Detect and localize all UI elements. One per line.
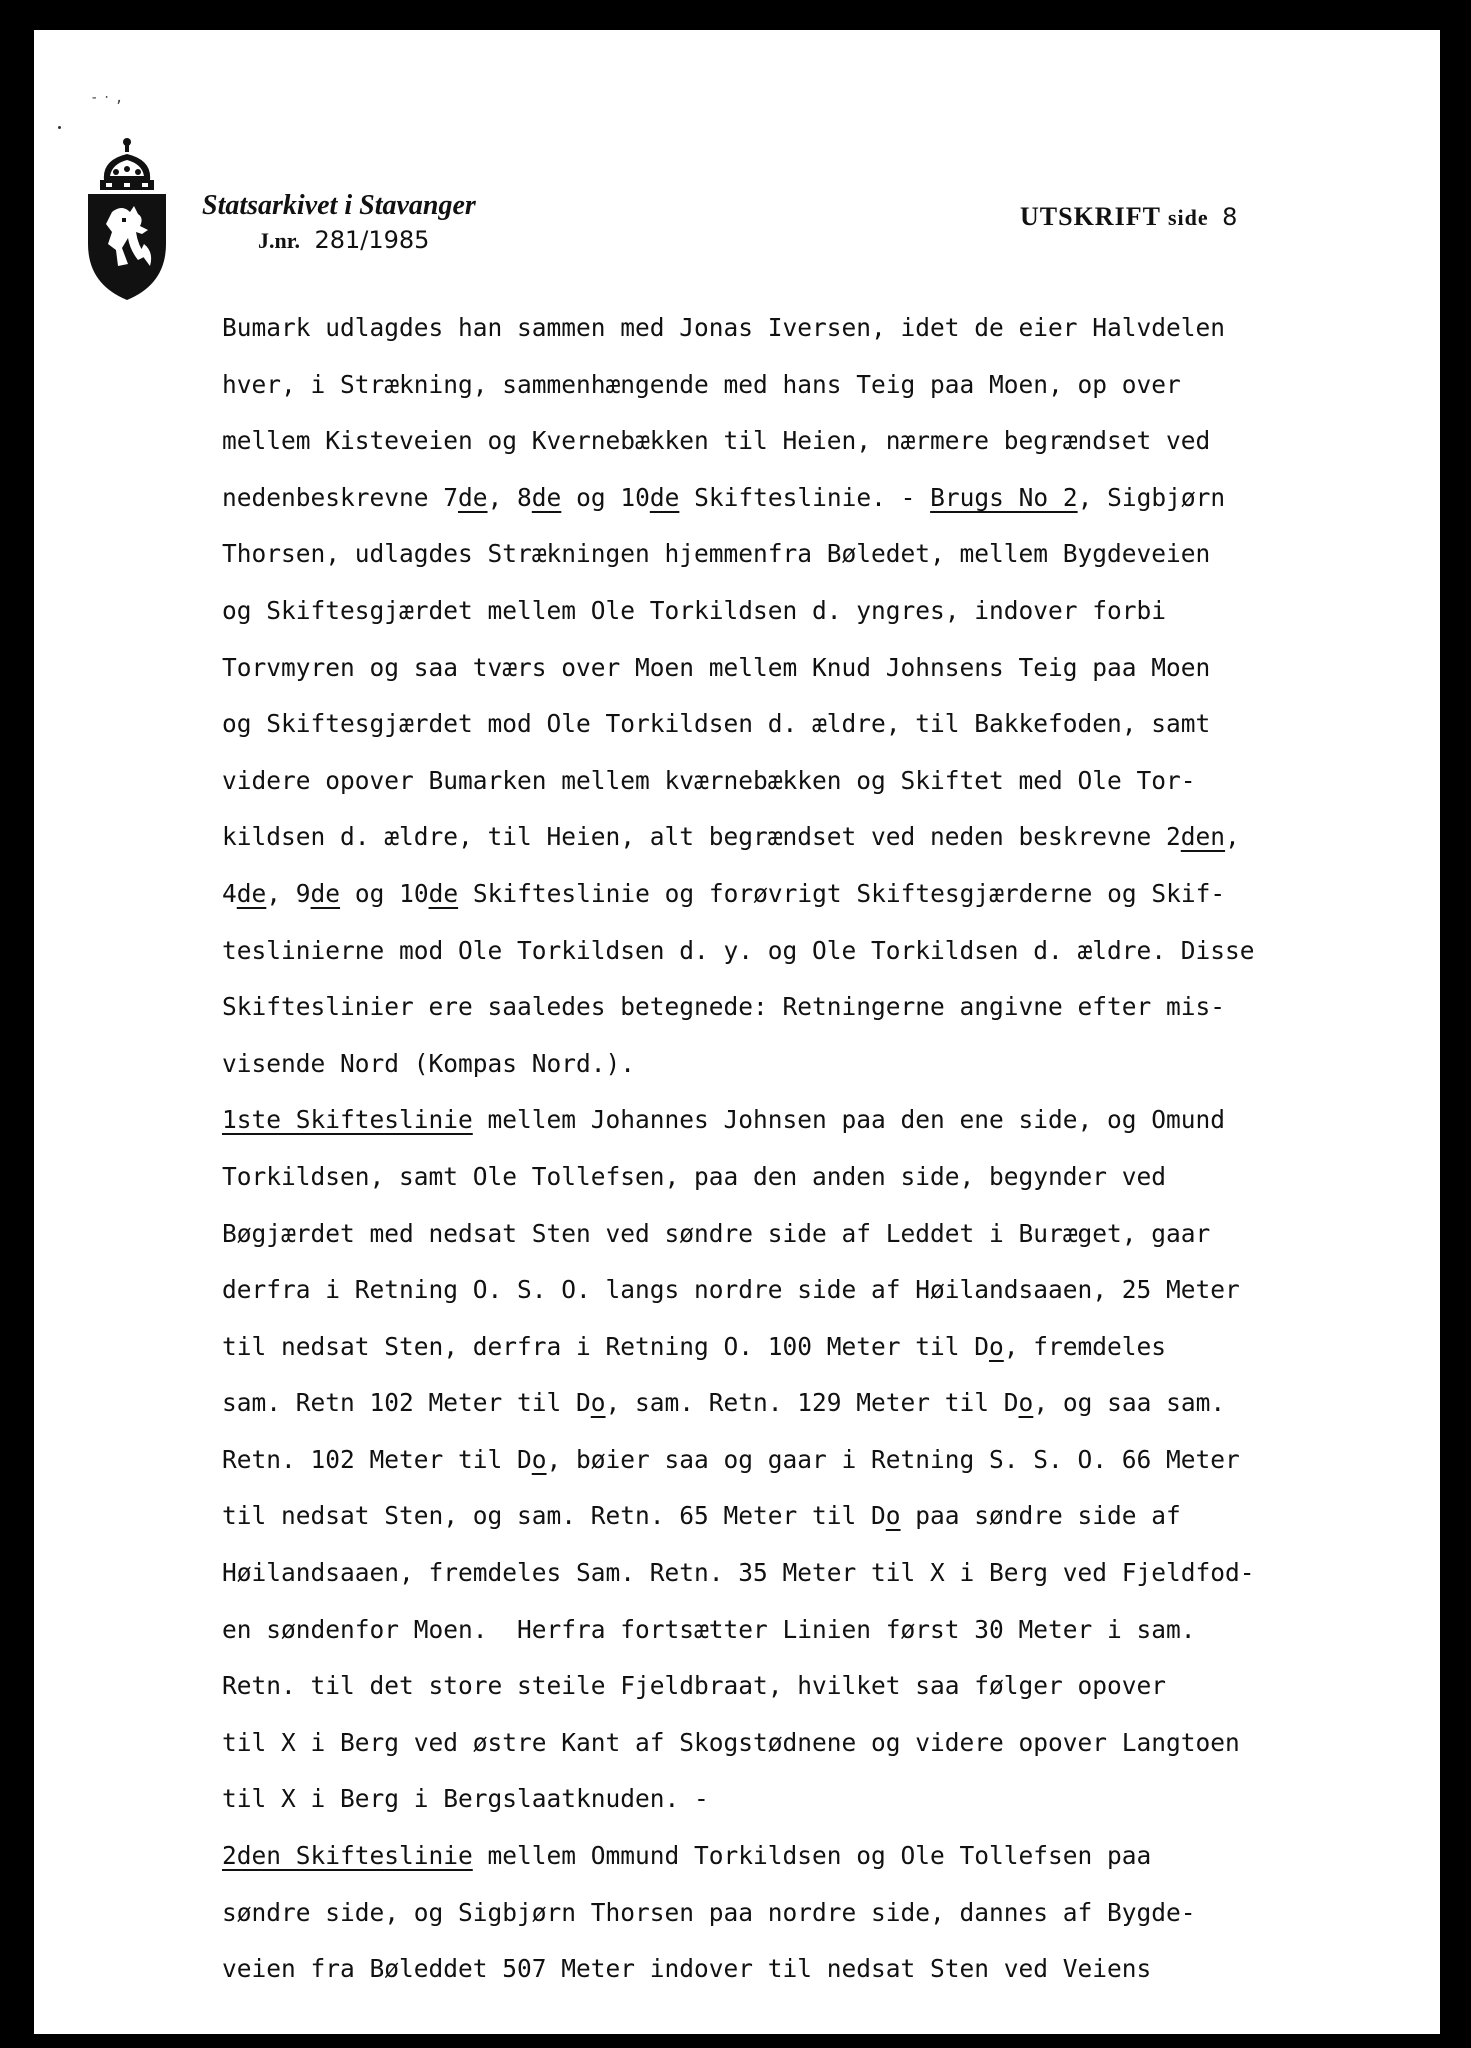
text-segment: videre opover Bumarken mellem kværnebækken og Skiftet med Ole Tor- (222, 765, 1196, 795)
text-line (222, 640, 1422, 697)
scan-dot (58, 126, 61, 129)
text-segment: mellem Johannes Johnsen paa den ene side, og Omund (472, 1105, 1226, 1135)
underlined-text: de (649, 482, 680, 512)
text-segment: , (1225, 822, 1240, 852)
text-line (222, 1262, 1422, 1319)
underlined-text: de (458, 482, 488, 512)
text-segment: Skifteslinie og forøvrigt Skiftesgjærderne og Skif- (458, 878, 1226, 908)
text-segment: hver, i Strækning, sammenhængende med hans Teig paa Moen, op over (222, 369, 1181, 399)
side-label: side (1167, 205, 1209, 230)
text-segment: derfra i Retning O. S. O. langs nordre side af Høilandsaaen, 25 Meter (222, 1275, 1240, 1305)
text-line (222, 1941, 1422, 1998)
underlined-text: Brugs No 2 (930, 482, 1078, 512)
text-line (222, 1771, 1422, 1828)
text-line (222, 1149, 1422, 1206)
text-line (222, 1036, 1422, 1093)
text-segment: Thorsen, udlagdes Strækningen hjemmenfra Bøledet, mellem Bygdeveien (222, 539, 1211, 569)
underlined-text: o (590, 1388, 606, 1418)
text-line (222, 1828, 1422, 1885)
text-segment: , fremdeles (1003, 1331, 1167, 1361)
text-segment: teslinierne mod Ole Torkildsen d. y. og Ole Torkildsen d. ældre. Disse (222, 935, 1255, 965)
document-page (34, 30, 1440, 2034)
text-line (222, 696, 1422, 753)
text-segment: paa søndre side af (900, 1501, 1181, 1531)
text-segment: en søndenfor Moen. Herfra fortsætter Linien først 30 Meter i sam. (222, 1614, 1196, 1644)
text-line (222, 526, 1422, 583)
underlined-text: den (1180, 822, 1226, 852)
text-line (222, 923, 1422, 980)
text-line (222, 413, 1422, 470)
text-segment: , 8 (487, 482, 532, 512)
underlined-text: de (236, 878, 267, 908)
text-segment: til nedsat Sten, derfra i Retning O. 100 Meter til D (222, 1331, 990, 1361)
text-segment: og Skiftesgjærdet mod Ole Torkildsen d. ældre, til Bakkefoden, samt (222, 709, 1211, 739)
jnr-value: 281/1985 (314, 226, 430, 254)
underlined-text: de (428, 878, 459, 908)
text-line (222, 1545, 1422, 1602)
scan-specks: -‧, (90, 90, 130, 106)
text-line (222, 1488, 1422, 1545)
text-line (222, 1092, 1422, 1149)
underlined-text: o (1018, 1388, 1034, 1418)
text-line (222, 1319, 1422, 1376)
text-segment: Bumark udlagdes han sammen med Jonas Iversen, idet de eier Halvdelen (222, 313, 1226, 342)
archive-name: Statsarkivet i Stavanger (202, 190, 476, 221)
text-segment: , sam. Retn. 129 Meter til D (605, 1388, 1019, 1418)
text-segment: og 10 (340, 878, 429, 908)
underlined-text: o (989, 1331, 1004, 1361)
text-segment: visende Nord (Kompas Nord.). (222, 1048, 636, 1078)
text-segment: til nedsat Sten, og sam. Retn. 65 Meter til D (222, 1501, 886, 1531)
jnr-label: J.nr. (258, 228, 300, 253)
text-segment: mellem Ommund Torkildsen og Ole Tollefsen paa (472, 1841, 1152, 1871)
text-segment: og 10 (561, 482, 650, 512)
text-line (222, 1885, 1422, 1942)
text-segment: Høilandsaaen, fremdeles Sam. Retn. 35 Meter til X i Berg ved Fjeldfod- (222, 1558, 1255, 1588)
text-segment: Retn. 102 Meter til D (222, 1444, 532, 1474)
text-segment: sam. Retn 102 Meter til D (222, 1388, 591, 1418)
text-line (222, 1602, 1422, 1659)
text-segment: Torvmyren og saa tværs over Moen mellem Knud Johnsens Teig paa Moen (222, 652, 1211, 682)
underlined-text: de (531, 482, 562, 512)
page-number: 8 (1222, 203, 1239, 231)
transcript-body (222, 300, 1422, 1998)
underlined-text: 1ste Skifteslinie (222, 1105, 473, 1135)
text-segment: Torkildsen, samt Ole Tollefsen, paa den anden side, begynder ved (222, 1161, 1167, 1191)
text-segment: kildsen d. ældre, til Heien, alt begrændset ved neden beskrevne 2 (222, 822, 1181, 852)
text-segment: og Skiftesgjærdet mellem Ole Torkildsen d. yngres, indover forbi (222, 595, 1167, 625)
text-segment: mellem Kisteveien og Kvernebækken til Heien, nærmere begrændset ved (222, 426, 1211, 456)
text-line (222, 1715, 1422, 1772)
text-line (222, 866, 1422, 923)
text-segment: Skifteslinie. - (679, 482, 931, 512)
underlined-text: de (310, 878, 341, 908)
text-segment: , 9 (266, 878, 311, 908)
text-segment: Retn. til det store steile Fjeldbraat, hvilket saa følger opover (222, 1671, 1167, 1701)
text-line (222, 1432, 1422, 1489)
text-line (222, 357, 1422, 414)
text-segment: veien fra Bøleddet 507 Meter indover til nedsat Sten ved Veiens (222, 1954, 1152, 1984)
text-segment: søndre side, og Sigbjørn Thorsen paa nordre side, dannes af Bygde- (222, 1897, 1196, 1927)
transcript-header (1020, 202, 1238, 232)
underlined-text: o (531, 1444, 547, 1474)
text-line (222, 300, 1422, 357)
text-line (222, 809, 1422, 866)
text-segment: nedenbeskrevne 7 (222, 482, 459, 512)
text-line (222, 470, 1422, 527)
text-line (222, 1658, 1422, 1715)
text-line (222, 583, 1422, 640)
text-segment: Bøgjærdet med nedsat Sten ved søndre side af Leddet i Buræget, gaar (222, 1218, 1211, 1248)
utskrift-label: UTSKRIFT (1020, 202, 1161, 231)
text-line (222, 1206, 1422, 1263)
text-line (222, 753, 1422, 810)
underlined-text: 2den Skifteslinie (222, 1841, 473, 1871)
text-segment: , Sigbjørn (1077, 482, 1226, 512)
journal-number (258, 226, 429, 254)
text-line (222, 979, 1422, 1036)
text-segment: , bøier saa og gaar i Retning S. S. O. 66 Meter (546, 1444, 1240, 1474)
coat-of-arms-icon (82, 134, 172, 304)
text-segment: til X i Berg ved østre Kant af Skogstødnene og videre opover Langtoen (222, 1727, 1240, 1757)
underlined-text: o (885, 1501, 901, 1531)
text-segment: , og saa sam. (1033, 1388, 1226, 1418)
text-segment: 4 (222, 878, 237, 908)
text-segment: til X i Berg i Bergslaatknuden. - (222, 1784, 709, 1814)
text-line (222, 1375, 1422, 1432)
text-segment: Skifteslinier ere saaledes betegnede: Retningerne angivne efter mis- (222, 992, 1226, 1022)
